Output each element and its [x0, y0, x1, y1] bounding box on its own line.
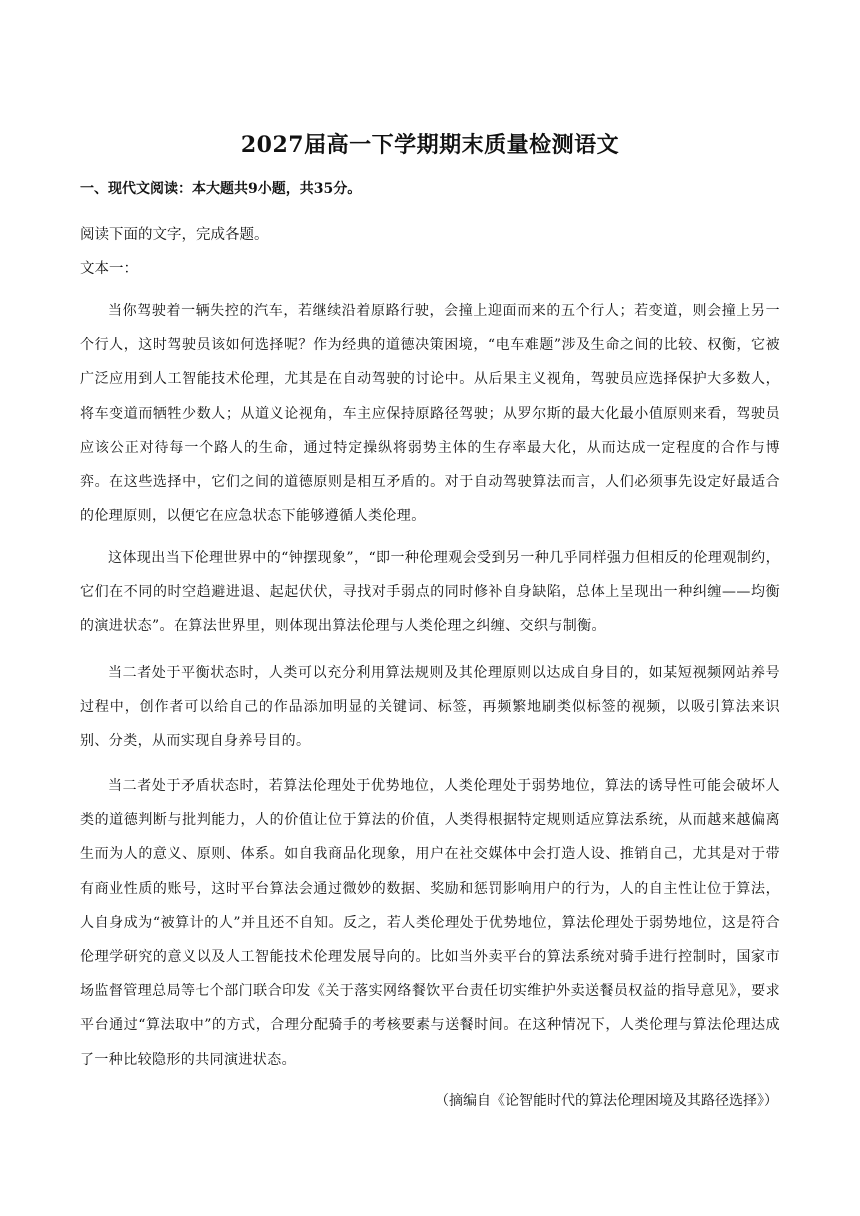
- text-one-label: 文本一：: [80, 261, 138, 277]
- passage-paragraph-2: 这体现出当下伦理世界中的“钟摆现象”，“即一种伦理观会受到另一种几乎同样强力但相反的伦理观制约，它们在不同的时空趋避进退、起起伏伏，寻找对手弱点的同时修补自身缺陷，总体上呈现出一种纠缠——均衡的演进状态”。在算法世界里，则体现出算法伦理与人类伦理之纠缠、交织与制衡。: [80, 550, 780, 635]
- exam-title: 2027届高一下学期期末质量检测语文: [240, 132, 620, 158]
- source-citation: （摘编自《论智能时代的算法伦理困境及其路径选择》）: [435, 1093, 778, 1109]
- passage-paragraph-1: 当你驾驶着一辆失控的汽车，若继续沿着原路行驶，会撞上迎面而来的五个行人；若变道，则会撞上另一个行人，这时驾驶员该如何选择呢？作为经典的道德决策困境，“电车难题”涉及生命之间的比较、权衡，它被广泛应用到人工智能技术伦理，尤其是在自动驾驶的讨论中。从后果主义视角，驾驶员应选择保护大多数人，将车变道而牺牲少数人；从道义论视角，车主应保持原路径驾驶；从罗尔斯的最大化最小值原则来看，驾驶员应该公正对待每一个路人的生命，通过特定操纵将弱势主体的生存率最大化，从而达成一定程度的合作与博弈。在这些选择中，它们之间的道德原则是相互矛盾的。对于自动驾驶算法而言，人们必须事先设定好最适合的伦理原则，以便它在应急状态下能够遵循人类伦理。: [80, 303, 780, 525]
- section-heading: 一、现代文阅读：本大题共9小题，共35分。: [80, 181, 362, 197]
- passage-paragraph-3: 当二者处于平衡状态时，人类可以充分利用算法规则及其伦理原则以达成自身目的，如某短视频网站养号过程中，创作者可以给自己的作品添加明显的关键词、标签，再频繁地刷类似标签的视频，以吸引算法来识别、分类，从而实现自身养号目的。: [80, 665, 780, 750]
- passage-paragraph-4: 当二者处于矛盾状态时，若算法伦理处于优势地位，人类伦理处于弱势地位，算法的诱导性可能会破坏人类的道德判断与批判能力，人的价值让位于算法的价值，人类得根据特定规则适应算法系统，从而越来越偏离生而为人的意义、原则、体系。如自我商品化现象，用户在社交媒体中会打造人设、推销自己，尤其是对于带有商业性质的账号，这时平台算法会通过微妙的数据、奖励和惩罚影响用户的行为，人的自主性让位于算法，人自身成为“被算计的人”并且还不自知。反之，若人类伦理处于优势地位，算法伦理处于弱势地位，这是符合伦理学研究的意义以及人工智能技术伦理发展导向的。比如当外卖平台的算法系统对骑手进行控制时，国家市场监督管理总局等七个部门联合印发《关于落实网络餐饮平台责任切实维护外卖送餐员权益的指导意见》，要求平台通过“算法取中”的方式，合理分配骑手的考核要素与送餐时间。在这种情况下，人类伦理与算法伦理达成了一种比较隐形的共同演进状态。: [80, 778, 780, 1068]
- reading-instruction: 阅读下面的文字，完成各题。: [80, 227, 269, 243]
